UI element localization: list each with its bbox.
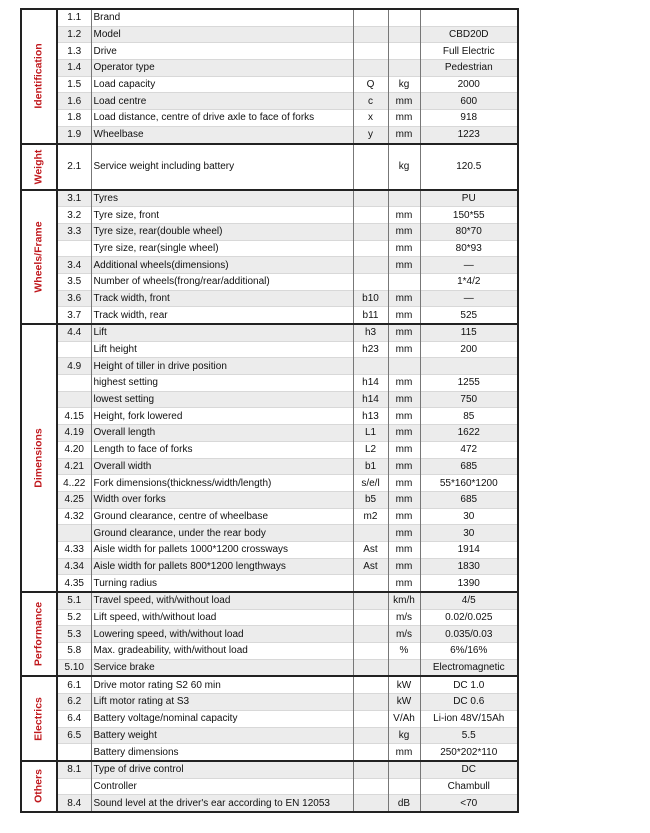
spec-row [21, 223, 518, 240]
row-description: Service brake [91, 659, 353, 676]
row-symbol [353, 761, 388, 778]
row-description: Model [91, 26, 353, 43]
spec-row [21, 375, 518, 392]
row-description: Lift height [91, 341, 353, 358]
row-unit: m/s [388, 609, 420, 626]
row-value: 1*4/2 [420, 273, 518, 290]
row-symbol: y [353, 126, 388, 143]
row-description: Operator type [91, 60, 353, 77]
row-unit [388, 190, 420, 207]
row-number: 3.7 [57, 307, 91, 324]
row-number: 1.2 [57, 26, 91, 43]
row-description: Lowering speed, with/without load [91, 626, 353, 643]
spec-row [21, 391, 518, 408]
row-symbol: L2 [353, 441, 388, 458]
row-description: Lift motor rating at S3 [91, 694, 353, 711]
row-unit: km/h [388, 592, 420, 609]
spec-row [21, 744, 518, 761]
row-symbol [353, 609, 388, 626]
spec-row [21, 795, 518, 812]
spec-row [21, 558, 518, 575]
row-description: Battery weight [91, 727, 353, 744]
spec-row [21, 324, 518, 341]
section-label: Performance [32, 602, 45, 667]
row-number: 1.9 [57, 126, 91, 143]
row-value: DC [420, 761, 518, 778]
row-symbol: b11 [353, 307, 388, 324]
row-symbol: h23 [353, 341, 388, 358]
row-value: 80*70 [420, 223, 518, 240]
row-unit [388, 43, 420, 60]
row-symbol [353, 659, 388, 676]
row-number [57, 240, 91, 257]
row-symbol: m2 [353, 508, 388, 525]
row-value: 80*93 [420, 240, 518, 257]
row-value: 1622 [420, 425, 518, 442]
row-description: Number of wheels(frong/rear/additional) [91, 273, 353, 290]
row-description: Brand [91, 9, 353, 26]
row-description: Battery voltage/nominal capacity [91, 710, 353, 727]
row-description: Track width, rear [91, 307, 353, 324]
row-number: 5.10 [57, 659, 91, 676]
row-symbol: Ast [353, 541, 388, 558]
row-unit: mm [388, 541, 420, 558]
row-symbol [353, 744, 388, 761]
row-symbol [353, 257, 388, 274]
row-number: 1.6 [57, 93, 91, 110]
row-number: 5.2 [57, 609, 91, 626]
row-unit: % [388, 643, 420, 660]
spec-row [21, 43, 518, 60]
row-number: 6.5 [57, 727, 91, 744]
row-value: 1830 [420, 558, 518, 575]
row-symbol: L1 [353, 425, 388, 442]
spec-row [21, 207, 518, 224]
spec-row [21, 525, 518, 542]
spec-row [21, 408, 518, 425]
spec-row [21, 676, 518, 693]
row-value: 0.035/0.03 [420, 626, 518, 643]
row-value: 1255 [420, 375, 518, 392]
section-label: Identification [32, 43, 45, 109]
section-label-cell [21, 592, 57, 676]
row-symbol: b1 [353, 458, 388, 475]
row-value: 525 [420, 307, 518, 324]
row-description: Ground clearance, under the rear body [91, 525, 353, 542]
row-number: 3.6 [57, 290, 91, 307]
spec-row [21, 541, 518, 558]
row-value: 2000 [420, 76, 518, 93]
row-description: Tyre size, rear(double wheel) [91, 223, 353, 240]
row-symbol [353, 207, 388, 224]
row-value: 200 [420, 341, 518, 358]
row-value: 918 [420, 110, 518, 127]
spec-table [20, 8, 519, 813]
spec-row [21, 491, 518, 508]
row-unit [388, 9, 420, 26]
spec-row [21, 458, 518, 475]
row-number: 4.19 [57, 425, 91, 442]
row-number: 6.4 [57, 710, 91, 727]
row-unit: mm [388, 341, 420, 358]
spec-row [21, 190, 518, 207]
spec-row [21, 592, 518, 609]
spec-row [21, 60, 518, 77]
row-value: DC 1.0 [420, 676, 518, 693]
row-number: 1.5 [57, 76, 91, 93]
row-symbol: h14 [353, 391, 388, 408]
row-symbol [353, 240, 388, 257]
section-label-cell [21, 676, 57, 760]
section-label: Dimensions [32, 428, 45, 488]
section-label-cell [21, 9, 57, 144]
row-description: Aisle width for pallets 1000*1200 crossways [91, 541, 353, 558]
row-number: 4..22 [57, 475, 91, 492]
row-number: 3.2 [57, 207, 91, 224]
row-number: 4.32 [57, 508, 91, 525]
row-value: 5.5 [420, 727, 518, 744]
spec-row [21, 144, 518, 190]
row-value [420, 358, 518, 375]
row-number: 8.1 [57, 761, 91, 778]
row-symbol: Ast [353, 558, 388, 575]
row-unit: mm [388, 744, 420, 761]
row-symbol [353, 525, 388, 542]
row-description: Overall width [91, 458, 353, 475]
row-value: 600 [420, 93, 518, 110]
row-description: Tyre size, rear(single wheel) [91, 240, 353, 257]
row-number: 5.3 [57, 626, 91, 643]
row-number [57, 391, 91, 408]
row-value: 115 [420, 324, 518, 341]
row-value: 55*160*1200 [420, 475, 518, 492]
spec-row [21, 307, 518, 324]
spec-row [21, 710, 518, 727]
row-unit [388, 358, 420, 375]
row-value: Electromagnetic [420, 659, 518, 676]
row-symbol [353, 626, 388, 643]
row-unit: V/Ah [388, 710, 420, 727]
row-number: 1.8 [57, 110, 91, 127]
row-description: Sound level at the driver's ear according to EN 12053 [91, 795, 353, 812]
row-symbol [353, 43, 388, 60]
spec-row [21, 26, 518, 43]
row-value: 1914 [420, 541, 518, 558]
row-unit: mm [388, 458, 420, 475]
row-value: — [420, 290, 518, 307]
row-description: highest setting [91, 375, 353, 392]
row-symbol [353, 60, 388, 77]
row-number: 4.35 [57, 575, 91, 592]
row-number: 4.4 [57, 324, 91, 341]
row-unit: mm [388, 408, 420, 425]
spec-row [21, 126, 518, 143]
row-description: Tyre size, front [91, 207, 353, 224]
row-unit: kg [388, 144, 420, 190]
row-symbol [353, 592, 388, 609]
spec-row [21, 575, 518, 592]
row-unit: m/s [388, 626, 420, 643]
row-symbol [353, 223, 388, 240]
row-number: 4.9 [57, 358, 91, 375]
row-unit: mm [388, 324, 420, 341]
spec-row [21, 778, 518, 795]
row-unit: mm [388, 240, 420, 257]
row-value: 6%/16% [420, 643, 518, 660]
row-description: Controller [91, 778, 353, 795]
row-symbol [353, 727, 388, 744]
spec-sheet [20, 8, 517, 813]
row-description: Load capacity [91, 76, 353, 93]
row-number [57, 375, 91, 392]
row-description: Fork dimensions(thickness/width/length) [91, 475, 353, 492]
row-value: 472 [420, 441, 518, 458]
row-number: 4.20 [57, 441, 91, 458]
row-description: Width over forks [91, 491, 353, 508]
section-label: Others [32, 769, 45, 804]
row-description: Drive [91, 43, 353, 60]
row-symbol [353, 273, 388, 290]
row-value: 85 [420, 408, 518, 425]
row-unit: mm [388, 525, 420, 542]
spec-row [21, 727, 518, 744]
row-number: 5.1 [57, 592, 91, 609]
spec-row [21, 358, 518, 375]
row-description: Type of drive control [91, 761, 353, 778]
row-value: PU [420, 190, 518, 207]
spec-row [21, 643, 518, 660]
row-unit: kW [388, 676, 420, 693]
row-value: 1390 [420, 575, 518, 592]
row-description: Ground clearance, centre of wheelbase [91, 508, 353, 525]
row-unit: mm [388, 575, 420, 592]
row-number: 5.8 [57, 643, 91, 660]
row-value: Pedestrian [420, 60, 518, 77]
row-description: Service weight including battery [91, 144, 353, 190]
row-description: Battery dimensions [91, 744, 353, 761]
spec-row [21, 290, 518, 307]
row-value: Full Electric [420, 43, 518, 60]
spec-row [21, 110, 518, 127]
row-value: 750 [420, 391, 518, 408]
row-description: Drive motor rating S2 60 min [91, 676, 353, 693]
row-unit: mm [388, 110, 420, 127]
row-symbol [353, 795, 388, 812]
spec-row [21, 257, 518, 274]
row-unit: mm [388, 375, 420, 392]
row-value: 30 [420, 508, 518, 525]
row-number: 2.1 [57, 144, 91, 190]
row-value: 4/5 [420, 592, 518, 609]
row-unit: mm [388, 207, 420, 224]
section-label-cell [21, 324, 57, 592]
row-unit [388, 26, 420, 43]
row-unit [388, 273, 420, 290]
row-symbol [353, 26, 388, 43]
row-symbol [353, 710, 388, 727]
row-number: 3.4 [57, 257, 91, 274]
row-unit: mm [388, 425, 420, 442]
row-number: 3.1 [57, 190, 91, 207]
row-value: <70 [420, 795, 518, 812]
spec-row [21, 9, 518, 26]
row-unit: kW [388, 694, 420, 711]
section-label: Electrics [32, 696, 45, 741]
row-unit: kg [388, 76, 420, 93]
row-value: DC 0.6 [420, 694, 518, 711]
row-number: 3.3 [57, 223, 91, 240]
row-symbol [353, 778, 388, 795]
row-unit [388, 60, 420, 77]
row-description: Tyres [91, 190, 353, 207]
row-description: Load distance, centre of drive axle to face of forks [91, 110, 353, 127]
row-symbol [353, 144, 388, 190]
row-description: Aisle width for pallets 800*1200 lengthways [91, 558, 353, 575]
row-unit: mm [388, 223, 420, 240]
row-number [57, 525, 91, 542]
row-number: 4.21 [57, 458, 91, 475]
row-value: 30 [420, 525, 518, 542]
row-value: 0.02/0.025 [420, 609, 518, 626]
spec-row [21, 694, 518, 711]
spec-row [21, 508, 518, 525]
row-value: 150*55 [420, 207, 518, 224]
spec-row [21, 626, 518, 643]
row-number: 4.33 [57, 541, 91, 558]
row-unit: kg [388, 727, 420, 744]
section-label-cell [21, 144, 57, 190]
row-unit: mm [388, 475, 420, 492]
row-number: 6.2 [57, 694, 91, 711]
row-number: 6.1 [57, 676, 91, 693]
row-symbol: h13 [353, 408, 388, 425]
row-symbol: Q [353, 76, 388, 93]
section-label-cell [21, 761, 57, 812]
spec-row [21, 240, 518, 257]
row-unit: dB [388, 795, 420, 812]
row-number: 4.25 [57, 491, 91, 508]
row-number: 8.4 [57, 795, 91, 812]
row-number [57, 778, 91, 795]
spec-row [21, 441, 518, 458]
row-symbol [353, 358, 388, 375]
row-symbol: b10 [353, 290, 388, 307]
row-description: Length to face of forks [91, 441, 353, 458]
row-value: 685 [420, 458, 518, 475]
row-number: 1.4 [57, 60, 91, 77]
row-value: CBD20D [420, 26, 518, 43]
spec-row [21, 273, 518, 290]
row-value: Chambull [420, 778, 518, 795]
row-value: 120.5 [420, 144, 518, 190]
row-unit: mm [388, 257, 420, 274]
row-number: 1.1 [57, 9, 91, 26]
section-label: Weight [32, 149, 45, 184]
row-description: Additional wheels(dimensions) [91, 257, 353, 274]
row-description: Overall length [91, 425, 353, 442]
row-symbol: h3 [353, 324, 388, 341]
row-value: 685 [420, 491, 518, 508]
row-symbol [353, 575, 388, 592]
row-description: Max. gradeability, with/without load [91, 643, 353, 660]
row-number: 1.3 [57, 43, 91, 60]
spec-row [21, 93, 518, 110]
row-value: 1223 [420, 126, 518, 143]
row-description: Lift speed, with/without load [91, 609, 353, 626]
row-value: — [420, 257, 518, 274]
spec-row [21, 761, 518, 778]
row-description: Travel speed, with/without load [91, 592, 353, 609]
row-description: lowest setting [91, 391, 353, 408]
row-number [57, 341, 91, 358]
row-unit: mm [388, 508, 420, 525]
row-number [57, 744, 91, 761]
row-symbol: b5 [353, 491, 388, 508]
spec-row [21, 76, 518, 93]
row-unit [388, 659, 420, 676]
row-description: Load centre [91, 93, 353, 110]
spec-row [21, 659, 518, 676]
spec-row [21, 475, 518, 492]
spec-row [21, 609, 518, 626]
row-number: 4.34 [57, 558, 91, 575]
row-symbol [353, 676, 388, 693]
row-unit: mm [388, 290, 420, 307]
row-description: Height of tiller in drive position [91, 358, 353, 375]
row-symbol [353, 694, 388, 711]
row-symbol: s/e/l [353, 475, 388, 492]
row-symbol: x [353, 110, 388, 127]
row-symbol [353, 190, 388, 207]
row-unit: mm [388, 126, 420, 143]
row-description: Turning radius [91, 575, 353, 592]
row-unit: mm [388, 441, 420, 458]
row-value [420, 9, 518, 26]
row-value: Li-ion 48V/15Ah [420, 710, 518, 727]
row-unit [388, 761, 420, 778]
row-unit: mm [388, 391, 420, 408]
row-symbol [353, 9, 388, 26]
row-unit [388, 778, 420, 795]
row-unit: mm [388, 93, 420, 110]
row-symbol [353, 643, 388, 660]
spec-row [21, 425, 518, 442]
section-label: Wheels/Frame [32, 221, 45, 293]
row-description: Track width, front [91, 290, 353, 307]
row-description: Height, fork lowered [91, 408, 353, 425]
row-description: Wheelbase [91, 126, 353, 143]
row-number: 4.15 [57, 408, 91, 425]
row-unit: mm [388, 558, 420, 575]
row-unit: mm [388, 307, 420, 324]
spec-row [21, 341, 518, 358]
row-description: Lift [91, 324, 353, 341]
row-number: 3.5 [57, 273, 91, 290]
section-label-cell [21, 190, 57, 325]
row-symbol: h14 [353, 375, 388, 392]
row-value: 250*202*110 [420, 744, 518, 761]
row-symbol: c [353, 93, 388, 110]
row-unit: mm [388, 491, 420, 508]
